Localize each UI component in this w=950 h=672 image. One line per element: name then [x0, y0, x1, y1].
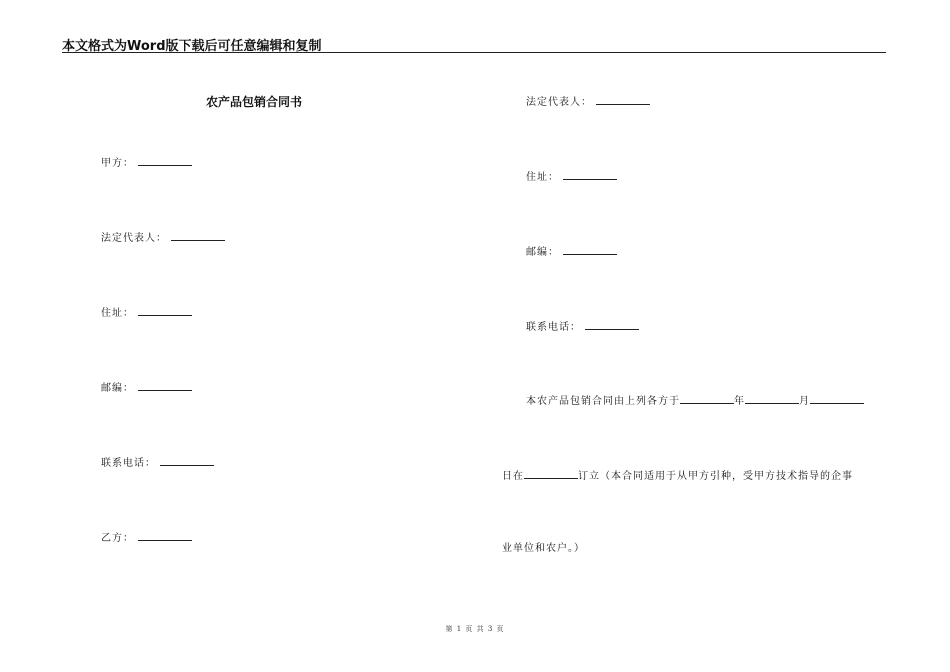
postcode-blank-right[interactable] — [563, 243, 617, 255]
address-field-left — [101, 304, 192, 321]
para-year: 年 — [734, 396, 745, 407]
phone-label-left: 联系电话： — [101, 458, 156, 469]
year-blank[interactable] — [680, 392, 734, 404]
legal-rep-label-left: 法定代表人： — [101, 233, 167, 244]
party-a-label: 甲方： — [101, 158, 134, 169]
postcode-field-right — [526, 243, 617, 260]
postcode-field-left — [101, 379, 192, 396]
phone-field-right — [526, 318, 639, 335]
para-intro: 本农产品包销合同由上列各方于 — [526, 396, 680, 407]
phone-blank-left[interactable] — [160, 454, 214, 466]
para-day-at: 日在 — [502, 471, 524, 482]
phone-label-right: 联系电话： — [526, 322, 581, 333]
phone-blank-right[interactable] — [585, 318, 639, 330]
legal-rep-blank-left[interactable] — [171, 229, 225, 241]
page-footer: 第 1 页 共 3 页 — [445, 625, 505, 633]
para-month: 月 — [799, 396, 810, 407]
phone-field-left — [101, 454, 214, 471]
document-header — [62, 34, 886, 53]
document-title: 农产品包销合同书 — [206, 95, 303, 109]
address-label-right: 住址： — [526, 172, 559, 183]
para-end: 业单位和农户。） — [502, 543, 585, 554]
contract-para-line-1 — [526, 392, 864, 409]
legal-rep-field-right — [526, 93, 650, 110]
postcode-label-right: 邮编： — [526, 247, 559, 258]
header-title: 本文格式为Word版下载后可任意编辑和复制 — [62, 39, 322, 54]
place-blank[interactable] — [524, 467, 578, 479]
month-blank[interactable] — [745, 392, 799, 404]
para-rest: 订立（本合同适用于从甲方引种，受甲方技术指导的企事 — [578, 471, 853, 482]
day-blank[interactable] — [810, 392, 864, 404]
contract-para-line-2 — [502, 467, 853, 484]
postcode-label-left: 邮编： — [101, 383, 134, 394]
party-a-blank[interactable] — [138, 154, 192, 166]
address-blank-right[interactable] — [563, 168, 617, 180]
party-a-field — [101, 154, 192, 171]
postcode-blank-left[interactable] — [138, 379, 192, 391]
party-b-blank[interactable] — [138, 529, 192, 541]
legal-rep-label-right: 法定代表人： — [526, 97, 592, 108]
legal-rep-blank-right[interactable] — [596, 93, 650, 105]
contract-para-line-3 — [502, 542, 585, 556]
address-label-left: 住址： — [101, 308, 134, 319]
address-field-right — [526, 168, 617, 185]
legal-rep-field-left — [101, 229, 225, 246]
party-b-label: 乙方： — [101, 533, 134, 544]
address-blank-left[interactable] — [138, 304, 192, 316]
party-b-field — [101, 529, 192, 546]
